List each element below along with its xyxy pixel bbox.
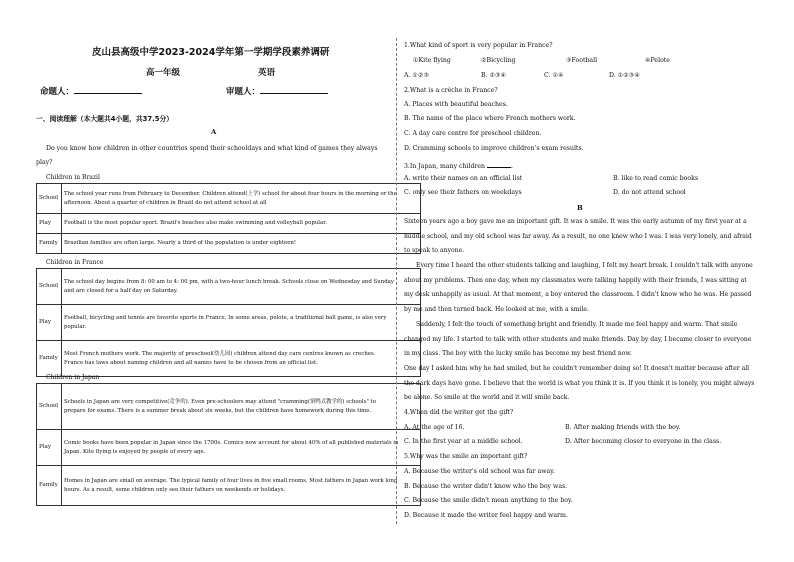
row-text (62, 269, 421, 305)
table-row (37, 184, 421, 214)
reviewer-field (226, 85, 328, 97)
reviewer-label: 审题人： (226, 87, 261, 97)
row-text (62, 341, 421, 377)
q3-option-c: C. only see their fathers on weekdays (404, 189, 522, 196)
table-row (37, 430, 421, 466)
line: The school year runs from February to December. Children attend(上学) school for about four hours in the morning or the (64, 190, 397, 197)
setter-label: 命题人： (40, 87, 75, 97)
line: Comic books have been popular in Japan since the 1700s. Comics now account for about 40% of all published materials in (64, 439, 399, 446)
line: Most French mothers work. The majority of preschool(幼儿园) children attend day care centres known as creches. (64, 350, 376, 357)
line: Brazilian families are often large. Nearly a third of the population is under eighteen! (64, 240, 297, 246)
q3-stem-end: . (510, 163, 513, 170)
q1-stem: 1.What kind of sport is very popular in France? (404, 42, 553, 49)
line: Football is the most popular sport. Brazil's beaches also make swimming and volleyball popular. (64, 220, 327, 226)
q1-option-b: B. ②③④ (481, 72, 507, 79)
q2-stem: 2.What is a crèche in France? (404, 87, 498, 94)
row-label: School (37, 269, 62, 305)
line: The school day begins from 8: 00 am to 4: 00 pm, with a two-hour lunch break. Schools close on Wednesday and Sunday (64, 278, 394, 285)
caption-japan: Children in Japan (46, 374, 100, 381)
q4-option-c: C. In the first year at a middle school. (404, 438, 523, 445)
line: Football, bicycling and tennis are favorite sports in France. In some areas, pelote, a traditional ball game, is also very (64, 314, 387, 321)
table-france (36, 268, 421, 377)
line: France has laws about naming children and all names have to be chosen from an official list. (64, 359, 318, 366)
q1-option-d: D. ①②③④ (609, 72, 640, 79)
table-row (37, 341, 421, 377)
line: prepare for exams. There is a summer break about six weeks, but the children have homework during this time. (64, 407, 372, 414)
table-row (37, 384, 421, 430)
line: Japan. Kite flying is enjoyed by people of every age. (64, 448, 206, 455)
q4-option-b: B. After making friends with the boy. (565, 424, 681, 431)
passage-b-para-4: One day I asked him why he had smiled, but he couldn't remember doing so! It doesn't matter because after all the dark days have gone. I believe that the world is what you think it is. If you think it is lonely, you might always be alone. So smile at the world and it will smile back. (404, 365, 755, 402)
caption-brazil: Children in Brazil (46, 174, 100, 181)
exam-title: 皮山县高级中学2023-2024学年第一学期学段素养调研 (92, 47, 330, 58)
line: hours. As a result, some children only see their fathers on weekends or holidays. (64, 486, 286, 493)
passage-a-label: A (211, 128, 217, 136)
q2-option-a: A. Places with beautiful beaches. (404, 101, 508, 108)
row-text (62, 384, 421, 430)
q3-option-b: B. like to read comic books (613, 175, 699, 182)
q4-stem: 4.When did the writer get the gift? (404, 409, 514, 416)
q2-option-c: C. A day care centre for preschool children. (404, 130, 542, 137)
line: and are closed for a half day on Saturday. (64, 287, 178, 294)
intro-line-2: play? (36, 159, 53, 166)
table-row (37, 466, 421, 506)
q3-stem (404, 161, 513, 170)
q5-option-b: B. Because the writer didn't know who the boy was. (404, 483, 568, 490)
line: afternoon. About a quarter of children in Brazil do not attend school at all (64, 199, 267, 206)
row-text (62, 466, 421, 506)
q1-item-4: ④Pelote (645, 57, 670, 64)
q1-option-a: A. ①②③ (404, 72, 430, 79)
setter-field (40, 85, 142, 97)
column-divider (396, 38, 397, 524)
row-text (62, 214, 421, 234)
subject-label: 英语 (258, 68, 276, 78)
q3-option-d: D. do not attend school (613, 189, 686, 196)
q1-item-1: ①Kite flying (413, 57, 451, 64)
q5-stem: 5.Why was the smile an important gift? (404, 453, 528, 460)
row-label: Family (37, 466, 62, 506)
q3-stem-text: 3.In Japan, many children (404, 163, 486, 170)
row-label: Play (37, 430, 62, 466)
q1-item-2: ②Bicycling (481, 57, 516, 64)
q4-option-a: A. At the age of 16. (404, 424, 465, 431)
row-label: Play (37, 214, 62, 234)
q1-item-3: ③Football (566, 57, 598, 64)
passage-b-para-2: Every time I heard the other students talking and laughing, I felt my heart break. I couldn't talk with anyone about my problems. Then one day, when my classmates were talking happily with their friends, I was sitting at my desk unhappily as usual. At that moment, a boy entered the classroom. I didn't know who he was. He passed by me and then turned back. He looked at me, with a smile. (404, 262, 753, 313)
row-text (62, 430, 421, 466)
section-heading: 一、阅读理解（本大题共4小题，共37.5分） (36, 115, 174, 123)
row-label: Play (37, 305, 62, 341)
setter-blank (74, 87, 142, 94)
row-text (62, 184, 421, 214)
q5-option-c: C. Because the smile didn't mean anything to the boy. (404, 497, 573, 504)
row-label: School (37, 184, 62, 214)
q1-option-c: C. ①④ (544, 72, 564, 79)
table-row (37, 269, 421, 305)
q5-option-d: D. Because it made the writer feel happy and warm. (404, 512, 568, 519)
caption-france: Children in France (46, 259, 104, 266)
reviewer-blank (260, 87, 328, 94)
q5-option-a: A. Because the writer's old school was far away. (404, 468, 555, 475)
intro-line-1: Do you know how children in other countries spend their schooldays and what kind of games they always (46, 145, 378, 152)
q3-option-a: A. write their names on an official list (404, 175, 523, 182)
line: Homes in Japan are small on average. The typical family of four lives in five small rooms. Most fathers in Japan work long (64, 477, 398, 484)
row-text (62, 234, 421, 254)
q4-option-d: D. After becoming closer to everyone in the class. (565, 438, 722, 445)
table-japan (36, 383, 421, 506)
q2-option-b: B. The name of the place where French mothers work. (404, 115, 576, 122)
grade-label: 高一年级 (146, 68, 181, 78)
q2-option-d: D. Cramming schools to improve children's exam results. (404, 145, 584, 152)
row-label: Family (37, 234, 62, 254)
table-row (37, 214, 421, 234)
row-text (62, 305, 421, 341)
line: Schools in Japan are very competitive(竞争的). Even pre-schoolers may attend "cramming(填鸭式教学的) schools" to (64, 398, 376, 405)
table-brazil (36, 183, 421, 254)
table-row (37, 305, 421, 341)
row-label: Family (37, 341, 62, 377)
table-row (37, 234, 421, 254)
q3-blank (487, 161, 511, 168)
row-label: School (37, 384, 62, 430)
line: popular. (64, 323, 87, 330)
passage-b-label: B (577, 204, 583, 212)
passage-b-para-3: Suddenly, I felt the touch of something bright and friendly. It made me feel happy and warm. That smile changed my life. I started to talk with other students and make friends. Day by day, I became closer to everyone in my class. The boy with the lucky smile has become my best friend now. (404, 321, 752, 358)
passage-b-para-1: Sixteen years ago a boy gave me an important gift. It was a smile. It was the early autumn of my first year at a middle school, and my old school was far away. As a result, no one knew who I was. I was very lonely, and afraid to speak to anyone. (404, 218, 752, 255)
